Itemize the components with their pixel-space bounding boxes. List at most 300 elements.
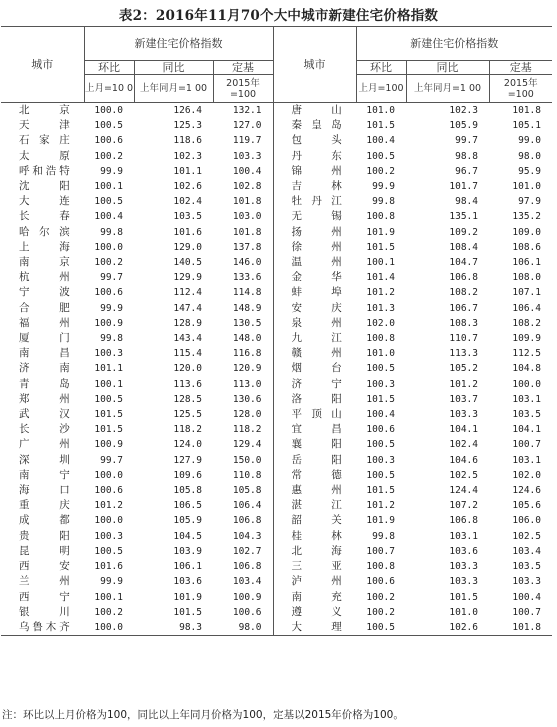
mom-right-cell: 101.5 [366,485,395,497]
mom-left-cell: 100.0 [94,241,123,253]
base-header-right: 定基 [489,61,552,75]
mom-left-cell: 99.7 [100,454,123,466]
city-left-cell: 成都 [19,514,70,527]
mom-header-right: 环比 [356,61,406,75]
table-row [1,194,552,209]
city-right-cell: 南充 [273,590,356,605]
mom-right-cell: 100.2 [366,165,395,177]
mom-left-cell: 99.7 [100,272,123,284]
base-right-cell: 99.0 [518,135,541,147]
mom-left-cell: 101.1 [94,363,123,375]
mom-right-cell: 101.3 [366,302,395,314]
mom-left-cell: 100.1 [94,181,123,193]
table-body [1,103,552,636]
base-left-cell: 98.0 [213,620,273,636]
mom-right-cell: 100.1 [366,257,395,269]
table-row [1,498,552,513]
city-left-cell: 呼和浩特 [19,164,70,177]
base-right-cell: 105.1 [512,120,541,132]
city-left-cell: 兰州 [19,575,70,588]
base-right-cell: 101.8 [489,620,552,636]
yoy-left-cell: 118.2 [173,424,202,436]
table-row [1,392,552,407]
mom-right-cell: 101.5 [366,241,395,253]
yoy-header-right: 同比 [406,61,489,75]
city-left-cell: 南京 [19,256,70,269]
yoy-left-cell: 98.3 [134,620,213,636]
yoy-right-cell: 105.2 [449,363,478,375]
mom-left-cell: 100.0 [94,515,123,527]
mom-right-cell: 100.4 [366,409,395,421]
mom-left-cell: 100.0 [84,620,134,636]
yoy-right-cell: 101.2 [449,378,478,390]
mom-right-cell: 101.9 [366,226,395,238]
base-right-cell: 135.2 [512,211,541,223]
base-left-cell: 101.8 [232,226,262,238]
base-left-cell: 102.8 [232,181,262,193]
mom-left-cell: 100.6 [94,287,123,299]
base-right-cell: 97.9 [518,196,541,208]
city-right-cell: 襄阳 [273,437,356,452]
mom-left-cell: 100.5 [94,393,123,405]
city-left-cell: 青岛 [19,377,70,390]
table-row [1,240,552,255]
base-right-cell: 109.0 [512,226,541,238]
yoy-left-cell: 125.3 [173,120,202,132]
yoy-right-cell: 103.7 [449,393,478,405]
city-left-cell: 武汉 [19,408,70,421]
base-left-cell: 148.9 [232,302,262,314]
yoy-right-cell: 102.5 [449,469,478,481]
mom-left-cell: 100.5 [94,120,123,132]
base-right-cell: 102.0 [512,469,541,481]
mom-header-left: 环比 [84,61,134,75]
yoy-right-cell: 106.8 [449,515,478,527]
yoy-right-cell: 96.7 [455,165,478,177]
base-left-cell: 105.8 [232,485,262,497]
table-row [1,133,552,148]
yoy-right-cell: 113.3 [449,348,478,360]
city-left-cell: 太原 [19,149,70,162]
yoy-right-cell: 103.1 [449,530,478,542]
base-left-cell: 100.6 [232,606,262,618]
city-right-cell: 泸州 [273,574,356,589]
yoy-left-cell: 120.0 [173,363,202,375]
city-left-cell: 郑州 [19,392,70,405]
table-row [1,620,552,636]
yoy-left-cell: 112.4 [173,287,202,299]
mom-right-cell: 101.2 [366,287,395,299]
base-left-cell: 113.0 [232,378,262,390]
base-right-cell: 108.6 [512,241,541,253]
city-right-cell: 包头 [273,133,356,148]
base-right-cell: 101.8 [512,105,541,116]
yoy-left-cell: 103.9 [173,545,202,557]
city-header-left: 城市 [1,27,84,103]
mom-right-cell: 100.5 [366,469,395,481]
mom-left-cell: 100.4 [94,211,123,223]
yoy-left-cell: 103.5 [173,211,202,223]
mom-left-cell: 100.6 [94,485,123,497]
base-left-cell: 102.7 [232,545,262,557]
base-left-cell: 133.6 [232,272,262,284]
city-right-cell: 安庆 [273,301,356,316]
city-right-cell: 扬州 [273,225,356,240]
yoy-left-cell: 115.4 [173,348,202,360]
city-header-right: 城市 [273,27,356,103]
base-left-cell: 120.9 [232,363,262,375]
city-right-cell: 常德 [273,468,356,483]
mom-right-cell: 100.8 [366,561,395,573]
mom-right-cell: 99.8 [372,530,395,542]
yoy-left-cell: 143.4 [173,333,202,345]
city-left-cell: 天津 [19,119,70,132]
base-right-cell: 112.5 [512,348,541,360]
base-left-cell: 128.0 [232,409,262,421]
yoy-right-cell: 103.3 [449,561,478,573]
base-right-cell: 105.6 [512,500,541,512]
yoy-left-cell: 129.9 [173,272,202,284]
table-row [1,483,552,498]
base-left-cell: 132.1 [232,105,262,116]
yoy-left-cell: 101.5 [173,606,202,618]
mom-left-cell: 100.2 [94,606,123,618]
base-left-cell: 103.4 [232,576,262,588]
yoy-right-cell: 102.6 [406,620,489,636]
city-right-cell: 惠州 [273,483,356,498]
base-sub-right: 2015年 =100 [489,75,552,103]
city-right-cell: 无锡 [273,209,356,224]
city-left-cell: 哈尔滨 [19,225,70,238]
base-right-cell: 95.9 [518,165,541,177]
city-left-cell: 长沙 [19,423,70,436]
base-right-cell: 109.9 [512,333,541,345]
base-left-cell: 148.0 [232,333,262,345]
table-row [1,468,552,483]
table-row [1,255,552,270]
table-row [1,118,552,133]
yoy-right-cell: 108.3 [449,317,478,329]
yoy-left-cell: 105.8 [173,485,202,497]
mom-sub-left: 上月=10 0 [84,75,134,103]
mom-left-cell: 100.2 [94,257,123,269]
yoy-left-cell: 102.3 [173,150,202,162]
mom-left-cell: 100.1 [94,591,123,603]
city-left-cell: 济南 [19,362,70,375]
mom-left-cell: 101.6 [94,561,123,573]
base-right-cell: 108.2 [512,317,541,329]
yoy-right-cell: 106.7 [449,302,478,314]
mom-left-cell: 99.9 [100,302,123,314]
base-left-cell: 106.4 [232,500,262,512]
yoy-right-cell: 105.9 [449,120,478,132]
base-left-cell: 129.4 [232,439,262,451]
mom-left-cell: 100.5 [94,545,123,557]
yoy-right-cell: 102.4 [449,439,478,451]
city-right-cell: 徐州 [273,240,356,255]
city-left-cell: 深圳 [19,453,70,466]
city-right-cell: 岳阳 [273,453,356,468]
yoy-right-cell: 104.1 [449,424,478,436]
base-left-cell: 103.3 [232,150,262,162]
mom-right-cell: 100.5 [356,620,406,636]
yoy-right-cell: 101.5 [449,591,478,603]
base-right-cell: 103.5 [512,561,541,573]
mom-right-cell: 99.8 [372,196,395,208]
yoy-left-cell: 124.0 [173,439,202,451]
base-left-cell: 146.0 [232,257,262,269]
city-left-cell: 合肥 [19,301,70,314]
base-right-cell: 100.7 [512,606,541,618]
table-row [1,574,552,589]
mom-sub-right: 上月=100 [356,75,406,103]
yoy-left-cell: 101.1 [173,165,202,177]
mom-left-cell: 100.0 [94,469,123,481]
yoy-right-cell: 103.3 [449,409,478,421]
table-row [1,590,552,605]
mom-left-cell: 99.9 [100,576,123,588]
mom-left-cell: 100.3 [94,348,123,360]
city-left-cell: 贵阳 [19,529,70,542]
base-right-cell: 103.5 [512,409,541,421]
table-row [1,149,552,164]
yoy-right-cell: 98.8 [455,150,478,162]
base-right-cell: 103.1 [512,454,541,466]
mom-right-cell: 101.5 [366,393,395,405]
city-left-cell: 宁波 [19,286,70,299]
base-header-left: 定基 [213,61,273,75]
mom-left-cell: 101.5 [94,424,123,436]
table-row [1,331,552,346]
city-right-cell: 大理 [273,620,356,636]
base-left-cell: 130.5 [232,317,262,329]
base-left-cell: 101.8 [232,196,262,208]
yoy-left-cell: 103.6 [173,576,202,588]
yoy-header-left: 同比 [134,61,213,75]
city-left-cell: 南宁 [19,468,70,481]
city-right-cell: 牡丹江 [273,194,356,209]
base-left-cell: 116.8 [232,348,262,360]
base-right-cell: 124.6 [512,485,541,497]
base-right-cell: 103.3 [512,576,541,588]
table-row [1,559,552,574]
city-right-cell: 遵义 [273,605,356,620]
city-right-cell: 平顶山 [273,407,356,422]
city-left-cell: 广州 [19,438,70,451]
mom-right-cell: 100.2 [366,591,395,603]
city-right-cell: 泉州 [273,316,356,331]
city-left-cell: 海口 [19,484,70,497]
base-right-cell: 104.1 [512,424,541,436]
footnote: 注：环比以上月价格为100，同比以上年同月价格为100，定基以2015年价格为100。 [2,709,404,721]
table-row [1,407,552,422]
mom-right-cell: 100.3 [366,378,395,390]
yoy-right-cell: 99.7 [455,135,478,147]
table-row [1,361,552,376]
mom-right-cell: 100.8 [366,333,395,345]
table-row [1,437,552,452]
base-right-cell: 103.1 [512,393,541,405]
yoy-left-cell: 140.5 [173,257,202,269]
base-left-cell: 106.8 [232,515,262,527]
city-left-cell: 大连 [19,195,70,208]
table-row [1,605,552,620]
city-right-cell: 唐山 [273,103,356,119]
base-left-cell: 100.9 [232,591,262,603]
base-right-cell: 100.7 [512,439,541,451]
yoy-left-cell: 118.6 [173,135,202,147]
mom-left-cell: 99.8 [100,226,123,238]
mom-left-cell: 100.5 [94,196,123,208]
city-left-cell: 西安 [19,560,70,573]
mom-right-cell: 101.2 [366,500,395,512]
mom-left-cell: 101.5 [94,409,123,421]
base-right-cell: 104.8 [512,363,541,375]
yoy-right-cell: 104.7 [449,257,478,269]
yoy-left-cell: 101.9 [173,591,202,603]
table-row [1,225,552,240]
city-right-cell: 韶关 [273,513,356,528]
base-right-cell: 106.1 [512,257,541,269]
base-left-cell: 104.3 [232,530,262,542]
table-row [1,209,552,224]
base-left-cell: 137.8 [232,241,262,253]
yoy-left-cell: 127.9 [173,454,202,466]
city-left-cell: 乌鲁木齐 [1,620,84,636]
yoy-right-cell: 101.0 [449,606,478,618]
city-right-cell: 宜昌 [273,422,356,437]
yoy-left-cell: 125.5 [173,409,202,421]
table-row [1,179,552,194]
yoy-right-cell: 124.4 [449,485,478,497]
mom-left-cell: 100.9 [94,439,123,451]
table-row [1,513,552,528]
city-left-cell: 上海 [19,240,70,253]
yoy-left-cell: 102.6 [173,181,202,193]
table-row [1,270,552,285]
mom-right-cell: 101.0 [366,105,395,116]
yoy-sub-left: 上年同月=1 00 [134,75,213,103]
base-left-cell: 119.7 [232,135,262,147]
base-right-cell: 108.0 [512,272,541,284]
mom-right-cell: 100.7 [366,545,395,557]
mom-left-cell: 100.0 [94,105,123,116]
table-row [1,544,552,559]
table-row [1,164,552,179]
price-index-table [1,26,552,636]
table-title: 表2：2016年11月70个大中城市新建住宅价格指数 [118,8,439,24]
mom-right-cell: 101.0 [366,348,395,360]
city-right-cell: 丹东 [273,149,356,164]
group-header-right: 新建住宅价格指数 [356,27,552,61]
base-left-cell: 103.0 [232,211,262,223]
mom-right-cell: 102.0 [366,317,395,329]
city-left-cell: 银川 [19,605,70,618]
mom-left-cell: 100.1 [94,378,123,390]
base-right-cell: 102.5 [512,530,541,542]
yoy-left-cell: 106.5 [173,500,202,512]
city-left-cell: 昆明 [19,544,70,557]
city-right-cell: 吉林 [273,179,356,194]
mom-right-cell: 100.6 [366,424,395,436]
city-right-cell: 赣州 [273,346,356,361]
yoy-left-cell: 101.6 [173,226,202,238]
city-left-cell: 杭州 [19,271,70,284]
mom-left-cell: 100.3 [94,530,123,542]
base-right-cell: 101.0 [512,181,541,193]
mom-left-cell: 100.2 [94,150,123,162]
table-row [1,453,552,468]
yoy-right-cell: 107.2 [449,500,478,512]
table-row [1,301,552,316]
base-left-cell: 100.4 [232,165,262,177]
yoy-left-cell: 105.9 [173,515,202,527]
city-right-cell: 湛江 [273,498,356,513]
yoy-right-cell: 108.2 [449,287,478,299]
city-left-cell: 厦门 [19,332,70,345]
yoy-right-cell: 103.6 [449,545,478,557]
mom-right-cell: 100.8 [366,211,395,223]
yoy-right-cell: 110.7 [449,333,478,345]
base-right-cell: 106.0 [512,515,541,527]
city-right-cell: 桂林 [273,529,356,544]
city-right-cell: 金华 [273,270,356,285]
mom-left-cell: 99.9 [100,165,123,177]
yoy-right-cell: 108.4 [449,241,478,253]
table-row [1,316,552,331]
mom-right-cell: 101.9 [366,515,395,527]
city-left-cell: 重庆 [19,499,70,512]
yoy-left-cell: 126.4 [173,105,202,116]
base-left-cell: 106.8 [232,561,262,573]
yoy-left-cell: 102.4 [173,196,202,208]
yoy-right-cell: 103.3 [449,576,478,588]
table-row [1,529,552,544]
mom-right-cell: 101.4 [366,272,395,284]
mom-right-cell: 100.3 [366,454,395,466]
table-row [1,103,552,119]
city-right-cell: 蚌埠 [273,285,356,300]
base-right-cell: 100.4 [512,591,541,603]
city-left-cell: 西宁 [19,590,70,603]
mom-right-cell: 100.5 [366,363,395,375]
city-right-cell: 九江 [273,331,356,346]
yoy-right-cell: 101.7 [449,181,478,193]
yoy-right-cell: 106.8 [449,272,478,284]
city-left-cell: 长春 [19,210,70,223]
base-right-cell: 107.1 [512,287,541,299]
city-right-cell: 济宁 [273,377,356,392]
mom-right-cell: 100.5 [366,439,395,451]
mom-right-cell: 100.4 [366,135,395,147]
yoy-left-cell: 147.4 [173,302,202,314]
city-right-cell: 三亚 [273,559,356,574]
city-left-cell: 石家庄 [19,134,70,147]
yoy-right-cell: 102.3 [449,105,478,116]
base-left-cell: 130.6 [232,393,262,405]
base-right-cell: 103.4 [512,545,541,557]
yoy-left-cell: 106.1 [173,561,202,573]
mom-left-cell: 100.9 [94,317,123,329]
mom-left-cell: 101.2 [94,500,123,512]
city-left-cell: 福州 [19,316,70,329]
city-right-cell: 洛阳 [273,392,356,407]
mom-right-cell: 99.9 [372,181,395,193]
table-row [1,346,552,361]
city-left-cell: 北京 [19,104,70,116]
yoy-left-cell: 113.6 [173,378,202,390]
mom-right-cell: 100.2 [366,606,395,618]
